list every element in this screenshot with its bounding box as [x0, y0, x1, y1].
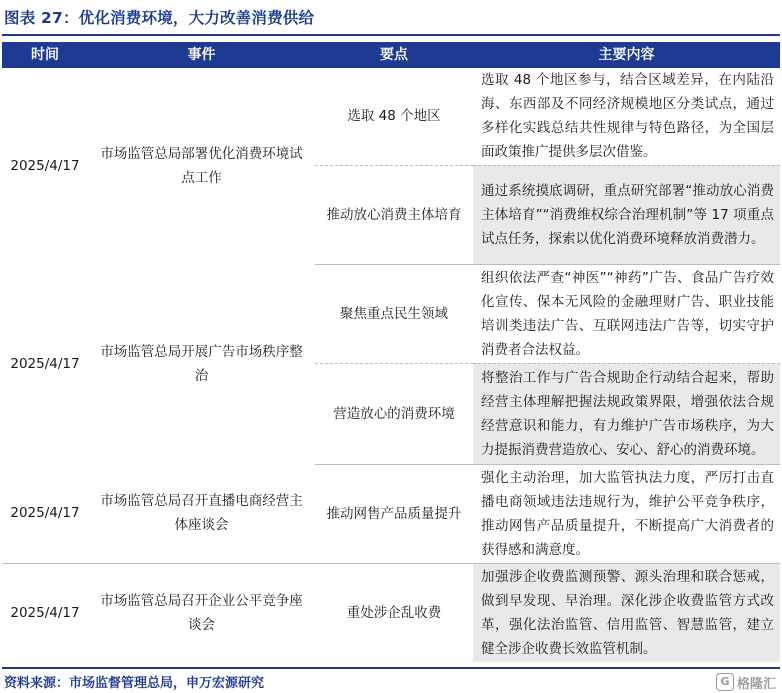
event-cell: 市场监管总局召开企业公平竞争座谈会 — [100, 592, 303, 633]
watermark — [716, 672, 776, 692]
point-cell: 营造放心的消费环境 — [315, 363, 473, 464]
table-row — [2, 464, 780, 563]
source-note: 资料来源：市场监督管理总局，申万宏源研究 — [4, 676, 265, 691]
point-cell: 推动网售产品质量提升 — [315, 464, 473, 563]
content-cell: 加强涉企收费监测预警、源头治理和联合惩戒，做到早发现、早治理。深化涉企收费监管方式改革，强化法治监管、信用监管、智慧监管，建立健全涉企收费长效监管机制。 — [473, 563, 780, 662]
point-cell: 聚焦重点民生领域 — [315, 264, 473, 363]
date-cell: 2025/4/17 — [10, 356, 80, 372]
policy-table — [2, 42, 780, 662]
date-cell: 2025/4/17 — [10, 604, 80, 621]
table-row — [2, 68, 780, 165]
watermark-logo-icon: G — [716, 673, 734, 691]
event-cell: 市场监管总局开展广告市场秩序整治 — [100, 344, 303, 384]
title-rule — [2, 34, 780, 36]
bottom-rule — [2, 667, 780, 669]
content-cell: 将整治工作与广告合规助企行动结合起来，帮助经营主体理解把握法规政策界限，增强依法合规经营意识和能力，有力维护广告市场秩序，为大力提振消费营造放心、安心、舒心的消费环境。 — [473, 363, 780, 464]
header-point: 要点 — [315, 42, 473, 68]
figure-title: 图表 27：优化消费环境，大力改善消费供给 — [4, 9, 315, 27]
header-time: 时间 — [2, 42, 88, 68]
point-cell: 重处涉企乱收费 — [346, 604, 442, 621]
point-cell: 推动放心消费主体培育 — [315, 165, 473, 264]
date-cell: 2025/4/17 — [10, 158, 80, 174]
event-cell: 市场监管总局召开直播电商经营主体座谈会 — [88, 464, 315, 563]
event-cell: 市场监管总局部署优化消费环境试点工作 — [100, 146, 303, 186]
content-cell: 选取 48 个地区参与，结合区域差异，在内陆沿海、东西部及不同经济规模地区分类试点，通过多样化实践总结共性规律与特色路径，为全国层面政策推广提供多层次借鉴。 — [473, 68, 780, 165]
table-header-row — [2, 42, 780, 68]
point-cell: 选取 48 个地区 — [315, 68, 473, 165]
date-cell: 2025/4/17 — [2, 464, 88, 563]
header-event: 事件 — [88, 42, 315, 68]
content-cell: 通过系统摸底调研，重点研究部署“推动放心消费主体培育”“消费维权综合治理机制”等 17 项重点试点任务，探索以优化消费环境释放消费潜力。 — [473, 165, 780, 264]
table-row — [2, 264, 780, 363]
table-row — [2, 563, 780, 662]
watermark-text: 格隆汇 — [736, 676, 776, 692]
header-content: 主要内容 — [473, 42, 780, 68]
content-cell: 组织依法严查“神医”“神药”广告、食品广告疗效化宣传、保本无风险的金融理财广告、职业技能培训类违法广告、互联网违法广告等，切实守护消费者合法权益。 — [473, 264, 780, 363]
content-cell: 强化主动治理，加大监管执法力度，严厉打击直播电商领域违法违规行为，维护公平竞争秩序，推动网售产品质量提升，不断提高广大消费者的获得感和满意度。 — [473, 464, 780, 563]
